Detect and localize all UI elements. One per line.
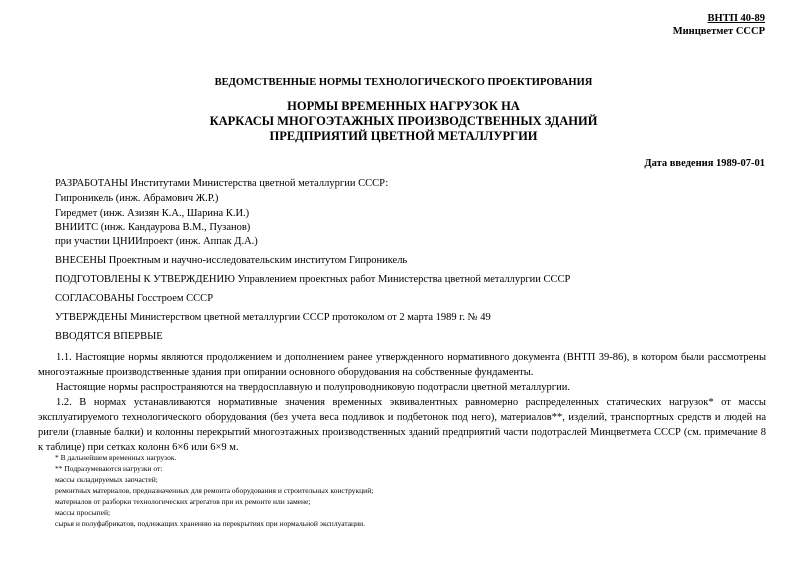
paragraph-1-1: 1.1. Настоящие нормы являются продолжением и дополнением ранее утвержденного нормативного документа (ВНТП 39-86), в котором были рассмотрены многоэтажные производственные здания при опирании основного оборудования на собственные фундаменты. [38,352,766,378]
introduced-first-time: ВВОДЯТСЯ ВПЕРВЫЕ [55,331,163,342]
agreed-with: СОГЛАСОВАНЫ Госстроем СССР [55,293,214,304]
prepared-for-approval: ПОДГОТОВЛЕНЫ К УТВЕРЖДЕНИЮ Управлением проектных работ Министерства цветной металлургии СССР [55,274,571,285]
ministry-name: Минцветмет СССР [672,26,765,37]
footnote-item-3: материалов от разборки технологических агрегатов при их ремонте или замене; [55,497,311,506]
footnote-2: ** Подразумеваются нагрузки от: [55,464,163,473]
developed-line-3: Гиредмет (инж. Азизян К.А., Шарина К.И.) [55,208,250,219]
title-line-2: КАРКАСЫ МНОГОЭТАЖНЫХ ПРОИЗВОДСТВЕННЫХ ЗДАНИЙ [209,114,598,128]
footnote-item-1: массы складируемых запчастей; [55,475,158,484]
developed-line-1: РАЗРАБОТАНЫ Институтами Министерства цветной металлургии СССР: [55,178,389,189]
title-line-1: НОРМЫ ВРЕМЕННЫХ НАГРУЗОК НА [287,99,520,113]
dept-norms-heading: ВЕДОМСТВЕННЫЕ НОРМЫ ТЕХНОЛОГИЧЕСКОГО ПРОЕКТИРОВАНИЯ [214,77,593,88]
paragraph-scope: Настоящие нормы распространяются на твердосплавную и полупроводниковую подотрасли цветной металлургии. [56,382,570,393]
footnote-1: * В дальнейшем временных нагрузок. [55,453,177,462]
footnote-item-5: сырья и полуфабрикатов, подлежащих хранению на перекрытиях при нормальной эксплуатации. [55,519,365,528]
approved-by: УТВЕРЖДЕНЫ Министерством цветной металлургии СССР протоколом от 2 марта 1989 г. № 49 [55,312,491,323]
footnote-item-4: массы просыпей; [55,508,111,517]
paragraph-1-2: 1.2. В нормах устанавливаются нормативные значения временных эквивалентных равномерно распределенных статических нагрузок* от массы эксплуатируемого технологического оборудования (без учета веса подливок и подбетонок под него), материалов**, изделий, транспортных средств и людей на ригели (главные балки) и колонны перекрытий многоэтажных производственных зданий предприятий части подотраслей Минцветмета СССР (см. примечание 8 к таблице) при сетках колонн 6×6 или 6×9 м. [38,397,766,453]
developed-line-5: при участии ЦНИИпроект (инж. Аппак Д.А.) [55,236,258,247]
introduction-date: Дата введения 1989-07-01 [644,158,765,169]
developed-line-2: Гипроникель (инж. Абрамович Ж.Р.) [55,193,219,204]
footnote-item-2: ремонтных материалов, предназначенных для ремонта оборудования и строительных конструкций; [55,486,374,495]
document-title [0,99,807,144]
document-code-block [673,12,765,38]
introduced-by: ВНЕСЕНЫ Проектным и научно-исследовательским институтом Гипроникель [55,255,408,266]
title-line-3: ПРЕДПРИЯТИЙ ЦВЕТНОЙ МЕТАЛЛУРГИИ [269,129,538,143]
document-code: ВНТП 40-89 [707,13,765,24]
developed-line-4: ВНИИТС (инж. Кандаурова В.М., Пузанов) [55,222,251,233]
